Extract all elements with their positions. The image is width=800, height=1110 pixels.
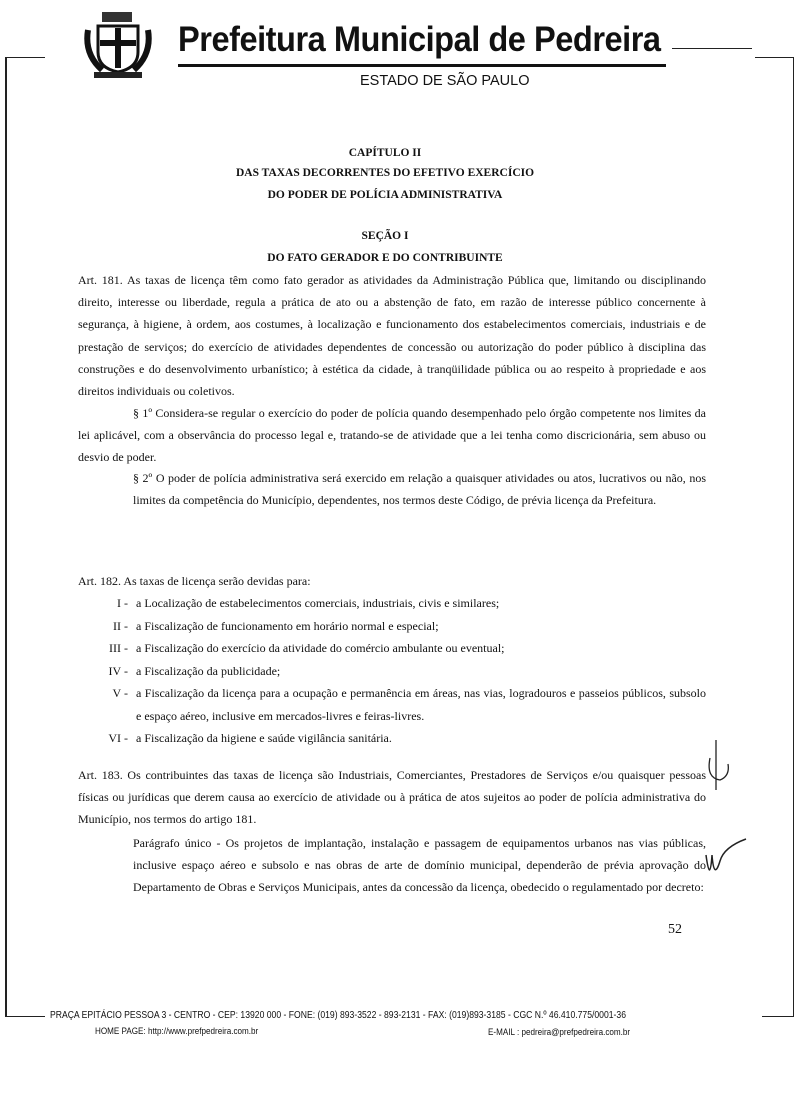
footer-address: PRAÇA EPITÁCIO PESSOA 3 - CENTRO - CEP: 13920 000 - FONE: (019) 893-3522 - 893-2131 - FAX: (019)893-3185 - CGC N.º 46.410.775/0001-36	[50, 1009, 626, 1021]
handwritten-initial-2	[700, 835, 750, 890]
article-181-paragraph-2: § 2º O poder de polícia administrativa será exercido em relação a quaisquer atividades ou atos, lucrativos ou não, nos limites da competência do Município, dependentes, nos termos deste Código, de prévia licença da Prefeitura.	[133, 471, 706, 508]
chapter-title-line-2: DO PODER DE POLÍCIA ADMINISTRATIVA	[267, 189, 503, 201]
footer-email: E-MAIL : pedreira@prefpedreira.com.br	[488, 1027, 631, 1037]
letterhead-subtitle: ESTADO DE SÃO PAULO	[360, 73, 530, 89]
article-182-list	[98, 592, 706, 750]
list-item: VI - a Fiscalização da higiene e saúde vigilância sanitária.	[108, 731, 392, 745]
section-heading: SEÇÃO I	[361, 230, 409, 242]
list-item: III - a Fiscalização do exercício da atividade do comércio ambulante ou eventual;	[109, 641, 505, 655]
article-183: Art. 183. Os contribuintes das taxas de licença são Industriais, Comerciantes, Prestadores de Serviços e/ou quaisquer pessoas físicas ou jurídicas que derem causa ao exercício de atividade ou à prática de atos sujeitos ao poder de polícia administrativa do Município, nos termos do artigo 181.	[78, 768, 706, 827]
article-181-paragraph-1: § 1º Considera-se regular o exercício do poder de polícia quando desempenhado pelo órgão competente nos limites da lei aplicável, com a observância do processo legal e, tratando-se de atividade que a lei tenha como discricionária, sem abuso ou desvio de poder.	[78, 406, 706, 465]
page-border-left	[5, 58, 7, 1016]
section-title: DO FATO GERADOR E DO CONTRIBUINTE	[267, 252, 503, 264]
list-item: IV - a Fiscalização da publicidade;	[108, 663, 281, 678]
page-border-bottom-right	[762, 1016, 794, 1017]
footer-homepage: HOME PAGE: http://www.prefpedreira.com.br	[95, 1026, 259, 1036]
chapter-heading: CAPÍTULO II	[348, 147, 422, 159]
handwritten-initial-1	[700, 738, 740, 803]
page-border-bottom-left	[5, 1016, 45, 1017]
article-183-sole-paragraph: Parágrafo único - Os projetos de implantação, instalação e passagem de equipamentos urbanos nas vias públicas, inclusive espaço aéreo e subsolo e nas obras de arte de domínio municipal, dependerão de prévia aprovação do Departamento de Obras e Serviços Municipais, antes da concessão da licença, obedecido o regulamentado por decreto:	[133, 836, 706, 895]
title-underline	[178, 64, 666, 67]
page-border-top-left	[5, 57, 45, 58]
title-rule-extension	[672, 48, 752, 49]
page-border-top-right	[755, 57, 794, 58]
chapter-title-line-1: DAS TAXAS DECORRENTES DO EFETIVO EXERCÍCIO	[235, 167, 535, 179]
list-item: I - a Localização de estabelecimentos comerciais, industriais, civis e similares;	[117, 596, 500, 610]
list-item: V - a Fiscalização da licença para a ocupação e permanência em áreas, nas vias, logradouros e passeios públicos, subsolo e espaço aéreo, inclusive em mercados-livres e feiras-livres.	[112, 686, 706, 723]
letterhead-title: Prefeitura Municipal de Pedreira	[178, 20, 661, 59]
page-border-right	[793, 58, 795, 1016]
page-number: 52	[668, 922, 682, 937]
article-182-intro: Art. 182. As taxas de licença serão devidas para:	[78, 574, 311, 588]
list-item: II - a Fiscalização de funcionamento em horário normal e especial;	[113, 618, 439, 633]
coat-of-arms-logo	[84, 10, 152, 87]
article-181: Art. 181. As taxas de licença têm como fato gerador as atividades da Administração Pública que, limitando ou disciplinando direito, interesse ou liberdade, regula a prática de ato ou a abstenção de fato, em razão de interesse público concernente à segurança, à higiene, à ordem, aos costumes, à localização e funcionamento dos estabelecimentos comerciais, industriais e de prestação de serviços; do exercício de atividades dependentes de concessão ou autorização do poder público à disciplina das construções e do desenvolvimento urbanístico; à estética da cidade, à tranqüilidade pública ou ao respeito à propriedade e aos direitos individuais ou coletivos.	[78, 273, 706, 399]
